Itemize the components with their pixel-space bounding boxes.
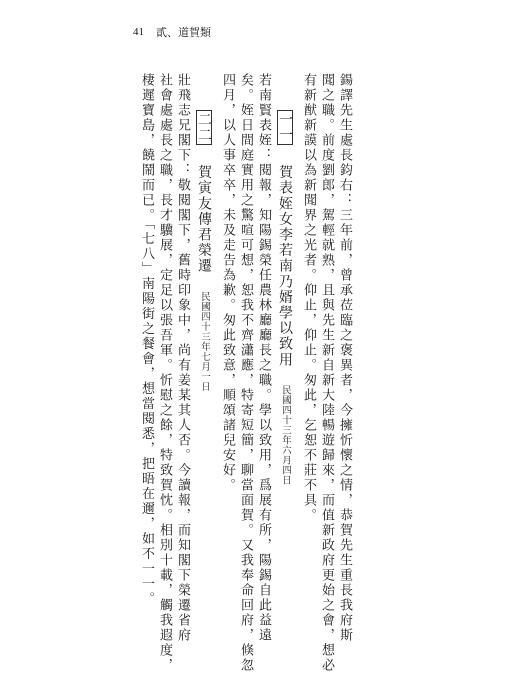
text-column: 聞之職。前度劉郎，駕輕就熟，且與先生新自新大陸暢遊歸來，而值新政府更始之會，想必	[319, 73, 334, 673]
text-column: 矣。姪日間庭實用之驚喧可想，恕我不齊瀟應，特寄短簡，聊當面賀。又我奉命回府，倏忽	[238, 73, 253, 673]
text-column: 鍚譯先生處長鈞右：三年前，曾承莅臨之褒異者，今擁忻懷之情，恭賀先生重長我府斯	[337, 73, 352, 643]
heading-title: 賀寅友傳君榮遷	[196, 164, 212, 275]
text-column: 社會處處長之職，長才驥展，定足以張吾軍。忻慰之餘，特致賀忱。相別十載，觸我遐度，	[157, 73, 172, 673]
letter-heading	[196, 110, 212, 392]
text-column: 有新猷新謨以為新聞界之光者。仰止，仰止。匆此，乞恕不莊不具。	[301, 73, 316, 523]
page-number: 41	[133, 26, 144, 38]
page-header	[133, 27, 211, 38]
text-column: 若南賢表姪：閱報，知陽錫榮任農林廳廳長之職。學以致用，爲展有所，陽錫自此益遠	[256, 73, 271, 643]
heading-number: 一一	[277, 112, 293, 144]
heading-date: 民國四十三年七月一日	[199, 291, 210, 392]
heading-title: 賀表姪女李若南乃婿學以致用	[277, 164, 293, 368]
heading-number: 二二	[196, 112, 212, 144]
letter-heading	[277, 110, 293, 485]
text-column: 棲遲寶島，饒鬧而已。「七八」南陽街之餐會，想當閱悉，把晤在邇，如不一一。	[139, 73, 154, 607]
section-title: 貳、道賀類	[156, 26, 211, 39]
text-column: 壯飛志兄閣下：敬閱閣下，舊時印象中，尚有姜某其人否。今讀報，而知閣下榮遷省府	[175, 73, 190, 643]
heading-date: 民國四十三年六月四日	[280, 385, 291, 486]
text-column: 四月，以人事卒卒，未及走告為歉。匆此致意，順頌諸兒安好。	[220, 73, 235, 493]
